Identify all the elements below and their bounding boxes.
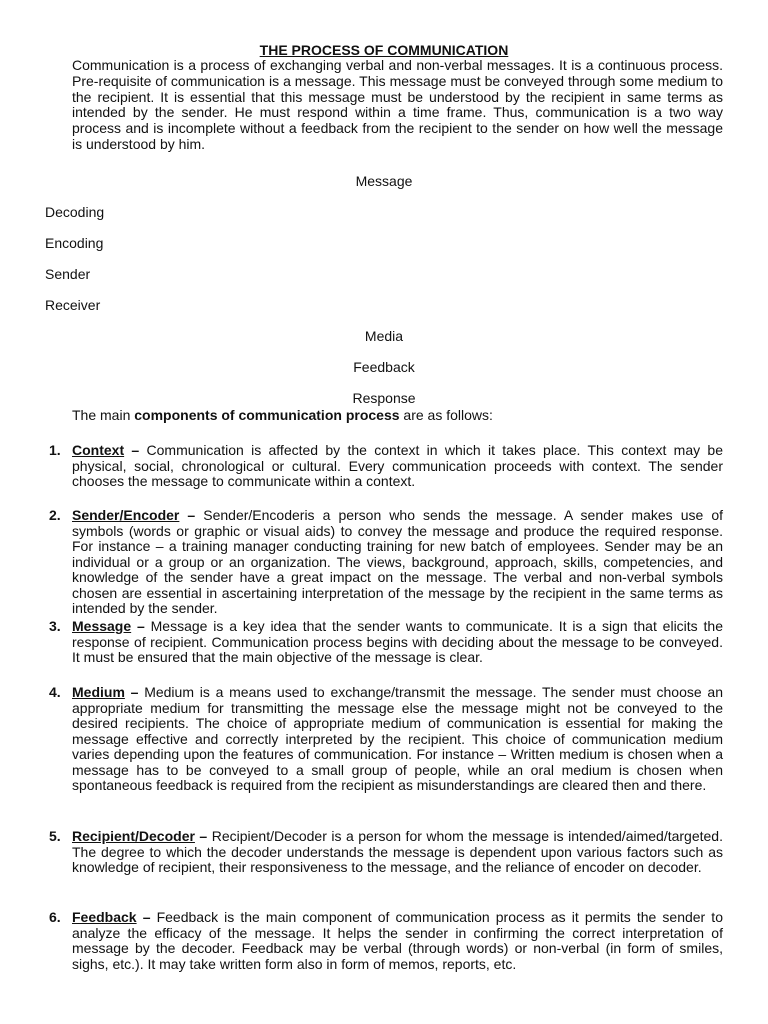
list-item-feedback bbox=[49, 909, 723, 972]
diagram-label-decoding: Decoding bbox=[45, 204, 105, 220]
list-item-text: Feedback is the main component of communication process as it permits the sender to analyze the efficacy of the message. It helps the sender in confirming the correct interpretation of message by the decoder. Feedback may be verbal (through words) or non-verbal (in form of smiles, sighs, etc.). It may take written form also in form of memos, reports, etc. bbox=[72, 909, 723, 972]
components-intro bbox=[72, 407, 723, 423]
list-item-dash: – bbox=[194, 828, 208, 844]
diagram-label-media: Media bbox=[364, 328, 404, 344]
list-item-dash: – bbox=[124, 684, 139, 700]
components-intro-before: The main bbox=[72, 407, 135, 423]
list-item-text: Recipient/Decoder is a person for whom the message is intended/aimed/targeted. The degree to which the decoder understands the message is dependent upon various factors such as knowledge of recipient, their responsiveness to the message, and the reliance of encoder on decoder. bbox=[72, 828, 723, 875]
list-item-number: 6. bbox=[49, 909, 61, 925]
document-title: THE PROCESS OF COMMUNICATION bbox=[259, 42, 509, 58]
list-item-text: Message is a key idea that the sender wants to communicate. It is a sign that elicits the response of recipient. Communication process begins with deciding about the message to be conveyed. It must be ensured that the main objective of the message is clear. bbox=[72, 618, 723, 665]
list-item-sender-encoder bbox=[49, 507, 723, 617]
list-item-text: Communication is affected by the context in which it takes place. This context may be physical, social, chronological or cultural. Every communication proceeds with context. The sender chooses the message to communicate within a context. bbox=[72, 442, 723, 489]
components-intro-after: are as follows: bbox=[399, 407, 493, 423]
list-item-number: 1. bbox=[49, 442, 61, 458]
list-item-term: Message bbox=[72, 618, 132, 634]
list-item-term: Medium bbox=[72, 684, 125, 700]
list-item-text: Medium is a means used to exchange/transmit the message. The sender must choose an appropriate medium for transmitting the message else the message might not be conveyed to the desired recipients. The choice of appropriate medium of communication is essential for making the message effective and correctly interpreted by the recipient. This choice of communication medium varies depending upon the features of communication. For instance – Written medium is chosen when a message has to be conveyed to a small group of people, while an oral medium is chosen when spontaneous feedback is required from the recipient as misunderstandings are cleared then and there. bbox=[72, 684, 723, 793]
list-item-number: 3. bbox=[49, 618, 61, 634]
list-item-message bbox=[49, 618, 723, 666]
list-item-number: 4. bbox=[49, 684, 61, 700]
list-item-dash: – bbox=[136, 909, 151, 925]
diagram-label-message: Message bbox=[355, 173, 413, 189]
diagram-label-receiver: Receiver bbox=[45, 297, 101, 313]
list-item-medium bbox=[49, 684, 723, 794]
list-item-dash: – bbox=[124, 442, 140, 458]
list-item-number: 5. bbox=[49, 828, 61, 844]
list-item-term: Context bbox=[72, 442, 125, 458]
list-item-context bbox=[49, 442, 723, 490]
list-item-term: Sender/Encoder bbox=[72, 507, 180, 523]
diagram-label-sender: Sender bbox=[45, 266, 91, 282]
components-intro-bold: components of communication process bbox=[134, 407, 400, 423]
list-item-term: Recipient/Decoder bbox=[72, 828, 195, 844]
list-item-recipient-decoder bbox=[49, 828, 723, 876]
list-item-dash: – bbox=[179, 507, 196, 523]
list-item-text: Sender/Encoderis a person who sends the message. A sender makes use of symbols (words or graphic or visual aids) to convey the message and produce the required response. For instance – a training manager conducting training for new batch of employees. Sender may be an individual or a group or an organization. The views, background, approach, skills, competencies, and knowledge of the sender have a great impact on the message. The verbal and non-verbal symbols chosen are essential in ascertaining interpretation of the message by the recipient in the same terms as intended by the sender. bbox=[72, 507, 723, 616]
diagram-label-feedback: Feedback bbox=[353, 359, 415, 375]
intro-paragraph: Communication is a process of exchanging verbal and non-verbal messages. It is a continuous process. Pre-requisite of communication is a message. This message must be conveyed through some medium to the recipient. It is essential that this message must be understood by the recipient in same terms as intended by the sender. He must respond within a time frame. Thus, communication is a two way process and is incomplete without a feedback from the recipient to the sender on how well the message is understood by him. bbox=[72, 57, 723, 152]
list-item-number: 2. bbox=[49, 507, 61, 523]
diagram-label-encoding: Encoding bbox=[45, 235, 104, 251]
list-item-dash: – bbox=[131, 618, 145, 634]
list-item-term: Feedback bbox=[72, 909, 137, 925]
diagram-label-response: Response bbox=[352, 390, 416, 406]
